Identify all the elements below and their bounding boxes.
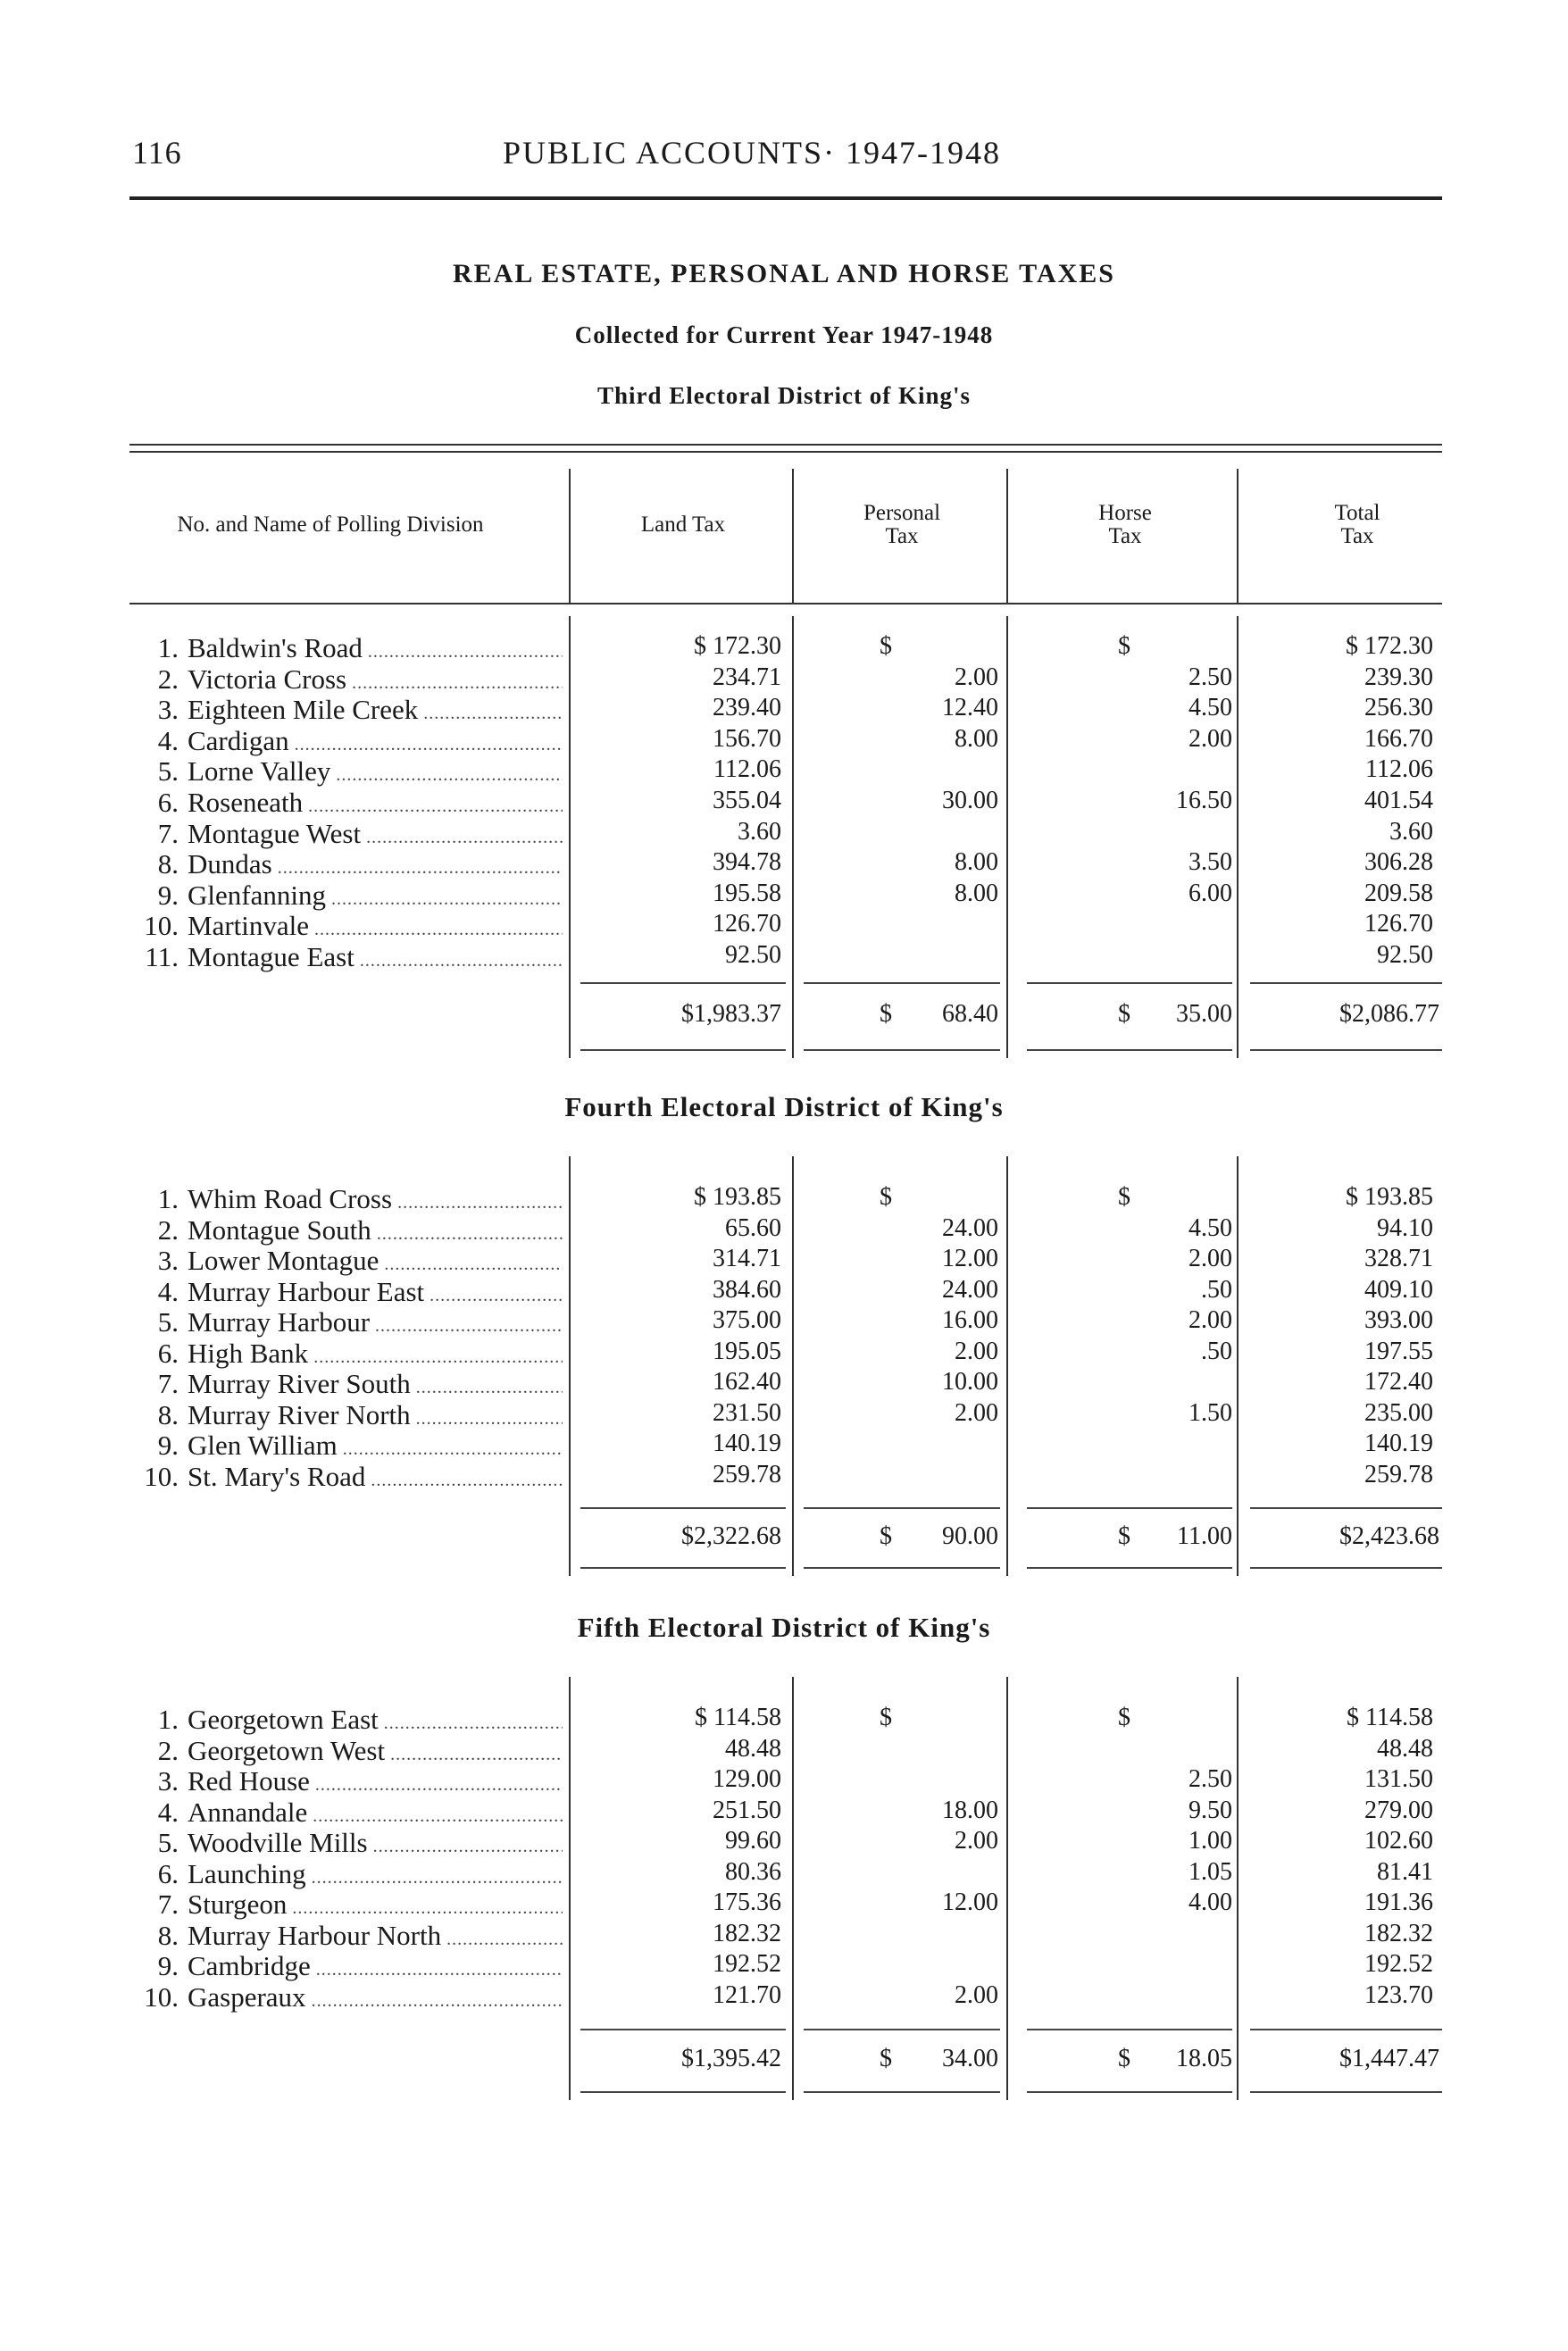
land-tax-cell: 251.50 [713,1796,781,1824]
row-number: 8. [157,1398,179,1430]
personal-tax-cell: 30.00 [942,787,998,814]
horse-tax-cell: 16.50 [1176,787,1232,814]
row-number: 4. [157,1796,179,1828]
total-tax-cell: 306.28 [1364,848,1433,877]
table-row [0,787,1568,818]
grand-total: $2,086.77 [1339,1000,1439,1028]
polling-division-name: Whim Road Cross ..... [188,1183,563,1215]
total-tax-cell: 197.55 [1364,1337,1433,1365]
document-subtitle: Collected for Current Year 1947-1948 [574,321,994,348]
row-number: 9. [157,1430,179,1461]
row-number: 8. [157,1919,179,1951]
row-number: 3. [157,1765,179,1797]
polling-division-name: Georgetown East ..... [188,1704,563,1736]
personal-tax-cell: 8.00 [955,724,998,753]
polling-division-name: Red House ..... [188,1765,563,1797]
column-divider [1006,469,1008,603]
total-tax-cell: 409.10 [1364,1275,1433,1304]
total-bottom-rule [804,2091,1000,2093]
polling-division-name: Martinvale ..... [188,910,563,942]
personal-tax-cell: 2.00 [955,1398,998,1427]
row-number: 7. [157,1888,179,1920]
column-header-land: Land Tax [640,513,726,537]
land-tax-cell: 375.00 [713,1306,781,1334]
land-tax-cell: 129.00 [713,1765,781,1793]
row-number: 11. [145,941,179,972]
row-number: 6. [157,787,179,818]
running-title: PUBLIC ACCOUNTS· 1947-1948 [503,135,1002,171]
horse-tax-cell: 1.05 [1189,1857,1232,1886]
total-tax-cell: 131.50 [1364,1765,1433,1793]
subtotal-rule [580,982,786,984]
table-top-rule [129,451,1442,453]
personal-tax-cell: 8.00 [955,848,998,877]
table-row [0,1827,1568,1858]
row-number: 3. [157,1245,179,1276]
column-header-name: No. and Name of Polling Division [177,513,484,537]
currency-symbol: $ [1118,2045,1130,2072]
total-bottom-rule [804,1049,1000,1051]
table-row [0,694,1568,725]
column-header-personal-line2: Tax [885,524,919,548]
total-tax-cell: $ 172.30 [1346,632,1433,660]
total-tax-cell: 3.60 [1389,817,1433,846]
total-tax-cell: 401.54 [1364,787,1433,814]
subtotal-rule [804,1507,1000,1509]
personal-tax-cell: 24.00 [942,1275,998,1304]
total-tax-cell: 140.19 [1364,1430,1433,1457]
total-bottom-rule [804,1567,1000,1569]
personal-tax-cell: 2.00 [955,663,998,691]
table-row [0,1183,1568,1214]
table-row [0,941,1568,972]
horse-tax-cell: 2.50 [1189,663,1232,691]
row-number: 1. [157,1183,179,1214]
column-header-total-line1: Total [1334,501,1380,525]
land-tax-cell: 231.50 [713,1398,781,1427]
polling-division-name: Cardigan ..... [188,725,563,757]
land-tax-cell: 314.71 [713,1245,781,1272]
column-header-personal-line1: Personal [863,501,941,525]
personal-tax-cell: 18.00 [942,1796,998,1824]
land-tax-cell: 99.60 [725,1827,781,1855]
land-tax-cell: 65.60 [725,1213,781,1242]
land-tax-cell: 239.40 [713,694,781,722]
row-number: 4. [157,1275,179,1307]
total-bottom-rule [1027,1049,1232,1051]
personal-tax-cell: 16.00 [942,1306,998,1334]
land-tax-cell: 259.78 [713,1460,781,1488]
totals-row [0,2045,1568,2076]
row-number: 10. [144,1980,179,2013]
total-tax-cell: 328.71 [1364,1245,1433,1272]
table-row [0,1368,1568,1399]
row-number: 3. [157,694,179,726]
subtotal-rule [804,982,1000,984]
table-row [0,818,1568,849]
horse-tax-cell: 1.00 [1189,1827,1232,1855]
column-divider [792,469,794,603]
land-tax-cell: 126.70 [713,910,781,938]
personal-tax-cell: 2.00 [955,1827,998,1855]
total-tax-cell: 126.70 [1364,910,1433,938]
polling-division-name: Lower Montague ..... [188,1245,563,1277]
land-tax-cell: $ 193.85 [694,1183,781,1211]
row-number: 1. [157,1704,179,1735]
personal-tax-total: 34.00 [942,2045,998,2072]
land-tax-cell: $ 114.58 [695,1704,781,1731]
currency-symbol: $ [880,1000,892,1028]
row-number: 9. [157,1950,179,1981]
column-header-horse-line2: Tax [1108,524,1142,548]
polling-division-name: Montague West ..... [188,818,563,850]
total-bottom-rule [1250,1049,1442,1051]
land-tax-cell: 3.60 [738,817,781,846]
polling-division-name: Woodville Mills ..... [188,1827,563,1859]
total-tax-cell: 92.50 [1377,941,1433,969]
horse-tax-total: 11.00 [1177,1522,1232,1550]
currency-symbol: $ [880,1522,892,1550]
currency-symbol: $ [880,1183,892,1211]
total-tax-cell: 123.70 [1364,1980,1433,2009]
table-row [0,1981,1568,2013]
horse-tax-cell: 1.50 [1189,1398,1232,1427]
subtotal-rule [580,2029,786,2030]
currency-symbol: $ [880,2045,892,2072]
column-header-horse-line1: Horse [1098,501,1152,525]
land-tax-total: $1,983.37 [681,1000,781,1028]
total-tax-cell: 94.10 [1377,1213,1433,1242]
total-bottom-rule [1027,2091,1232,2093]
section-title: Fourth Electoral District of King's [564,1091,1004,1122]
land-tax-cell: 355.04 [713,787,781,814]
land-tax-total: $1,395.42 [681,2045,781,2072]
total-tax-cell: 192.52 [1364,1950,1433,1978]
section-title: Fifth Electoral District of King's [577,1612,991,1643]
total-bottom-rule [580,2091,786,2093]
row-number: 5. [157,1827,179,1858]
currency-symbol: $ [880,1704,892,1731]
currency-symbol: $ [1118,1522,1130,1550]
polling-division-name: Eighteen Mile Creek ..... [188,694,563,726]
row-number: 2. [157,1734,179,1766]
subtotal-rule [1027,2029,1232,2030]
land-tax-cell: 175.36 [713,1888,781,1916]
section-title: Third Electoral District of King's [597,382,971,409]
land-tax-cell: 112.06 [713,755,781,784]
personal-tax-cell: 12.00 [942,1245,998,1272]
polling-division-name: Murray Harbour North ..... [188,1920,563,1952]
page-number: 116 [132,135,182,171]
row-number: 7. [157,1368,179,1399]
row-number: 9. [157,879,179,911]
row-number: 2. [157,663,179,695]
land-tax-cell: 121.70 [713,1980,781,2009]
table-row [0,910,1568,941]
personal-tax-cell: 24.00 [942,1213,998,1242]
total-tax-cell: 256.30 [1364,694,1433,722]
totals-row [0,1000,1568,1031]
table-row [0,1214,1568,1246]
polling-division-name: Montague East ..... [188,941,563,973]
table-row [0,755,1568,787]
currency-symbol: $ [1118,632,1130,660]
table-row [0,663,1568,695]
table-row [0,1245,1568,1276]
polling-division-name: Murray River North ..... [188,1399,563,1431]
currency-symbol: $ [880,632,892,660]
table-header [0,469,1568,603]
subtotal-rule [1250,1507,1442,1509]
land-tax-cell: 195.05 [713,1337,781,1365]
polling-division-name: Murray Harbour ..... [188,1306,563,1338]
total-tax-cell: 48.48 [1377,1734,1433,1763]
personal-tax-cell: 10.00 [942,1368,998,1396]
land-tax-cell: 92.50 [725,941,781,969]
subtotal-rule [1250,2029,1442,2030]
horse-tax-cell: 4.50 [1189,694,1232,722]
land-tax-cell: 182.32 [713,1919,781,1947]
column-header-horse [1027,502,1223,548]
horse-tax-cell: 6.00 [1189,879,1232,907]
horse-tax-cell: 2.00 [1189,1306,1232,1334]
polling-division-name: Gasperaux ..... [188,1981,563,2013]
table-row [0,1888,1568,1920]
total-bottom-rule [580,1049,786,1051]
table-row [0,1735,1568,1766]
row-number: 10. [144,1460,179,1492]
land-tax-cell: 192.52 [713,1950,781,1978]
polling-division-name: Glen William ..... [188,1430,563,1462]
personal-tax-cell: 2.00 [955,1980,998,2009]
row-number: 10. [144,910,179,942]
polling-division-name: High Bank ..... [188,1338,563,1370]
page-header [132,134,1445,188]
subtotal-rule [1027,982,1232,984]
table-row [0,1430,1568,1461]
row-number: 6. [157,1337,179,1369]
table-top-rule [129,444,1442,446]
currency-symbol: $ [1118,1704,1130,1731]
personal-tax-cell: 12.00 [942,1888,998,1916]
polling-division-name: Annandale ..... [188,1797,563,1829]
table-row [0,725,1568,756]
table-row [0,1461,1568,1492]
land-tax-cell: 234.71 [713,663,781,691]
column-divider [569,469,571,603]
total-tax-cell: 235.00 [1364,1398,1433,1427]
table-row [0,880,1568,911]
table-row [0,1797,1568,1828]
polling-division-name: Murray River South ..... [188,1368,563,1400]
total-tax-cell: 166.70 [1364,724,1433,753]
table-row [0,1399,1568,1430]
row-number: 7. [157,817,179,849]
land-tax-cell: 384.60 [713,1275,781,1304]
total-tax-cell: 112.06 [1365,755,1433,784]
horse-tax-cell: 2.50 [1189,1765,1232,1793]
header-rule [129,196,1442,200]
polling-division-name: Roseneath ..... [188,787,563,819]
horse-tax-cell: 2.00 [1189,724,1232,753]
horse-tax-cell: 3.50 [1189,848,1232,877]
total-tax-cell: 102.60 [1364,1827,1433,1855]
polling-division-name: Montague South ..... [188,1214,563,1246]
polling-division-name: St. Mary's Road ..... [188,1461,563,1493]
polling-division-name: Dundas ..... [188,848,563,880]
currency-symbol: $ [1118,1183,1130,1211]
document-title: REAL ESTATE, PERSONAL AND HORSE TAXES [453,259,1115,288]
personal-tax-total: 90.00 [942,1522,998,1550]
horse-tax-total: 35.00 [1176,1000,1232,1028]
row-number: 8. [157,848,179,880]
row-number: 2. [157,1213,179,1246]
polling-division-name: Murray Harbour East ..... [188,1276,563,1308]
polling-division-name: Cambridge ..... [188,1950,563,1982]
grand-total: $1,447.47 [1339,2045,1439,2072]
table-row [0,632,1568,663]
total-tax-cell: $ 114.58 [1347,1704,1433,1731]
totals-row [0,1522,1568,1554]
row-number: 5. [157,1306,179,1338]
column-divider [1237,469,1239,603]
total-tax-cell: 182.32 [1364,1919,1433,1947]
header-bottom-rule [129,603,1442,604]
horse-tax-cell: 4.50 [1189,1213,1232,1242]
polling-division-name: Sturgeon ..... [188,1888,563,1921]
horse-tax-cell: 2.00 [1189,1245,1232,1272]
table-row [0,1704,1568,1735]
column-header-total-line2: Tax [1340,524,1374,548]
land-tax-cell: 195.58 [713,879,781,907]
horse-tax-total: 18.05 [1176,2045,1232,2072]
total-tax-cell: 191.36 [1364,1888,1433,1916]
table-row [0,1858,1568,1889]
polling-division-name: Launching ..... [188,1858,563,1890]
table-row [0,1765,1568,1797]
personal-tax-cell: 8.00 [955,879,998,907]
polling-division-name: Baldwin's Road ..... [188,632,563,664]
total-bottom-rule [580,1567,786,1569]
total-bottom-rule [1250,1567,1442,1569]
polling-division-name: Victoria Cross ..... [188,663,563,696]
polling-division-name: Georgetown West ..... [188,1735,563,1767]
table-row [0,1338,1568,1369]
table-row [0,1920,1568,1951]
total-tax-cell: 209.58 [1364,879,1433,907]
polling-division-name: Glenfanning ..... [188,880,563,912]
horse-tax-cell: .50 [1201,1275,1232,1304]
total-tax-cell: 279.00 [1364,1796,1433,1824]
row-number: 6. [157,1857,179,1889]
horse-tax-cell: 4.00 [1189,1888,1232,1916]
row-number: 4. [157,724,179,756]
column-header-total [1268,502,1447,548]
personal-tax-cell: 12.40 [942,694,998,722]
table-row [0,848,1568,880]
table-row [0,1306,1568,1338]
total-tax-cell: 172.40 [1364,1368,1433,1396]
total-tax-cell: 81.41 [1377,1857,1433,1886]
subtotal-rule [804,2029,1000,2030]
currency-symbol: $ [1118,1000,1130,1028]
subtotal-rule [1250,982,1442,984]
land-tax-total: $2,322.68 [681,1522,781,1550]
personal-tax-cell: 2.00 [955,1337,998,1365]
personal-tax-total: 68.40 [942,1000,998,1028]
total-tax-cell: 393.00 [1364,1306,1433,1334]
land-tax-cell: 48.48 [725,1734,781,1763]
land-tax-cell: 140.19 [713,1430,781,1457]
land-tax-cell: 162.40 [713,1368,781,1396]
land-tax-cell: 156.70 [713,724,781,753]
horse-tax-cell: 9.50 [1189,1796,1232,1824]
table-row [0,1276,1568,1307]
total-bottom-rule [1027,1567,1232,1569]
total-bottom-rule [1250,2091,1442,2093]
total-tax-cell: 259.78 [1364,1460,1433,1488]
total-tax-cell: $ 193.85 [1346,1183,1433,1211]
row-number: 1. [157,632,179,663]
land-tax-cell: 394.78 [713,848,781,877]
land-tax-cell: 80.36 [725,1857,781,1886]
horse-tax-cell: .50 [1201,1337,1232,1365]
total-tax-cell: 239.30 [1364,663,1433,691]
row-number: 5. [157,755,179,788]
subtotal-rule [580,1507,786,1509]
land-tax-cell: $ 172.30 [694,632,781,660]
column-header-personal [804,502,1000,548]
polling-division-name: Lorne Valley ..... [188,755,563,788]
subtotal-rule [1027,1507,1232,1509]
table-row [0,1950,1568,1981]
grand-total: $2,423.68 [1339,1522,1439,1550]
